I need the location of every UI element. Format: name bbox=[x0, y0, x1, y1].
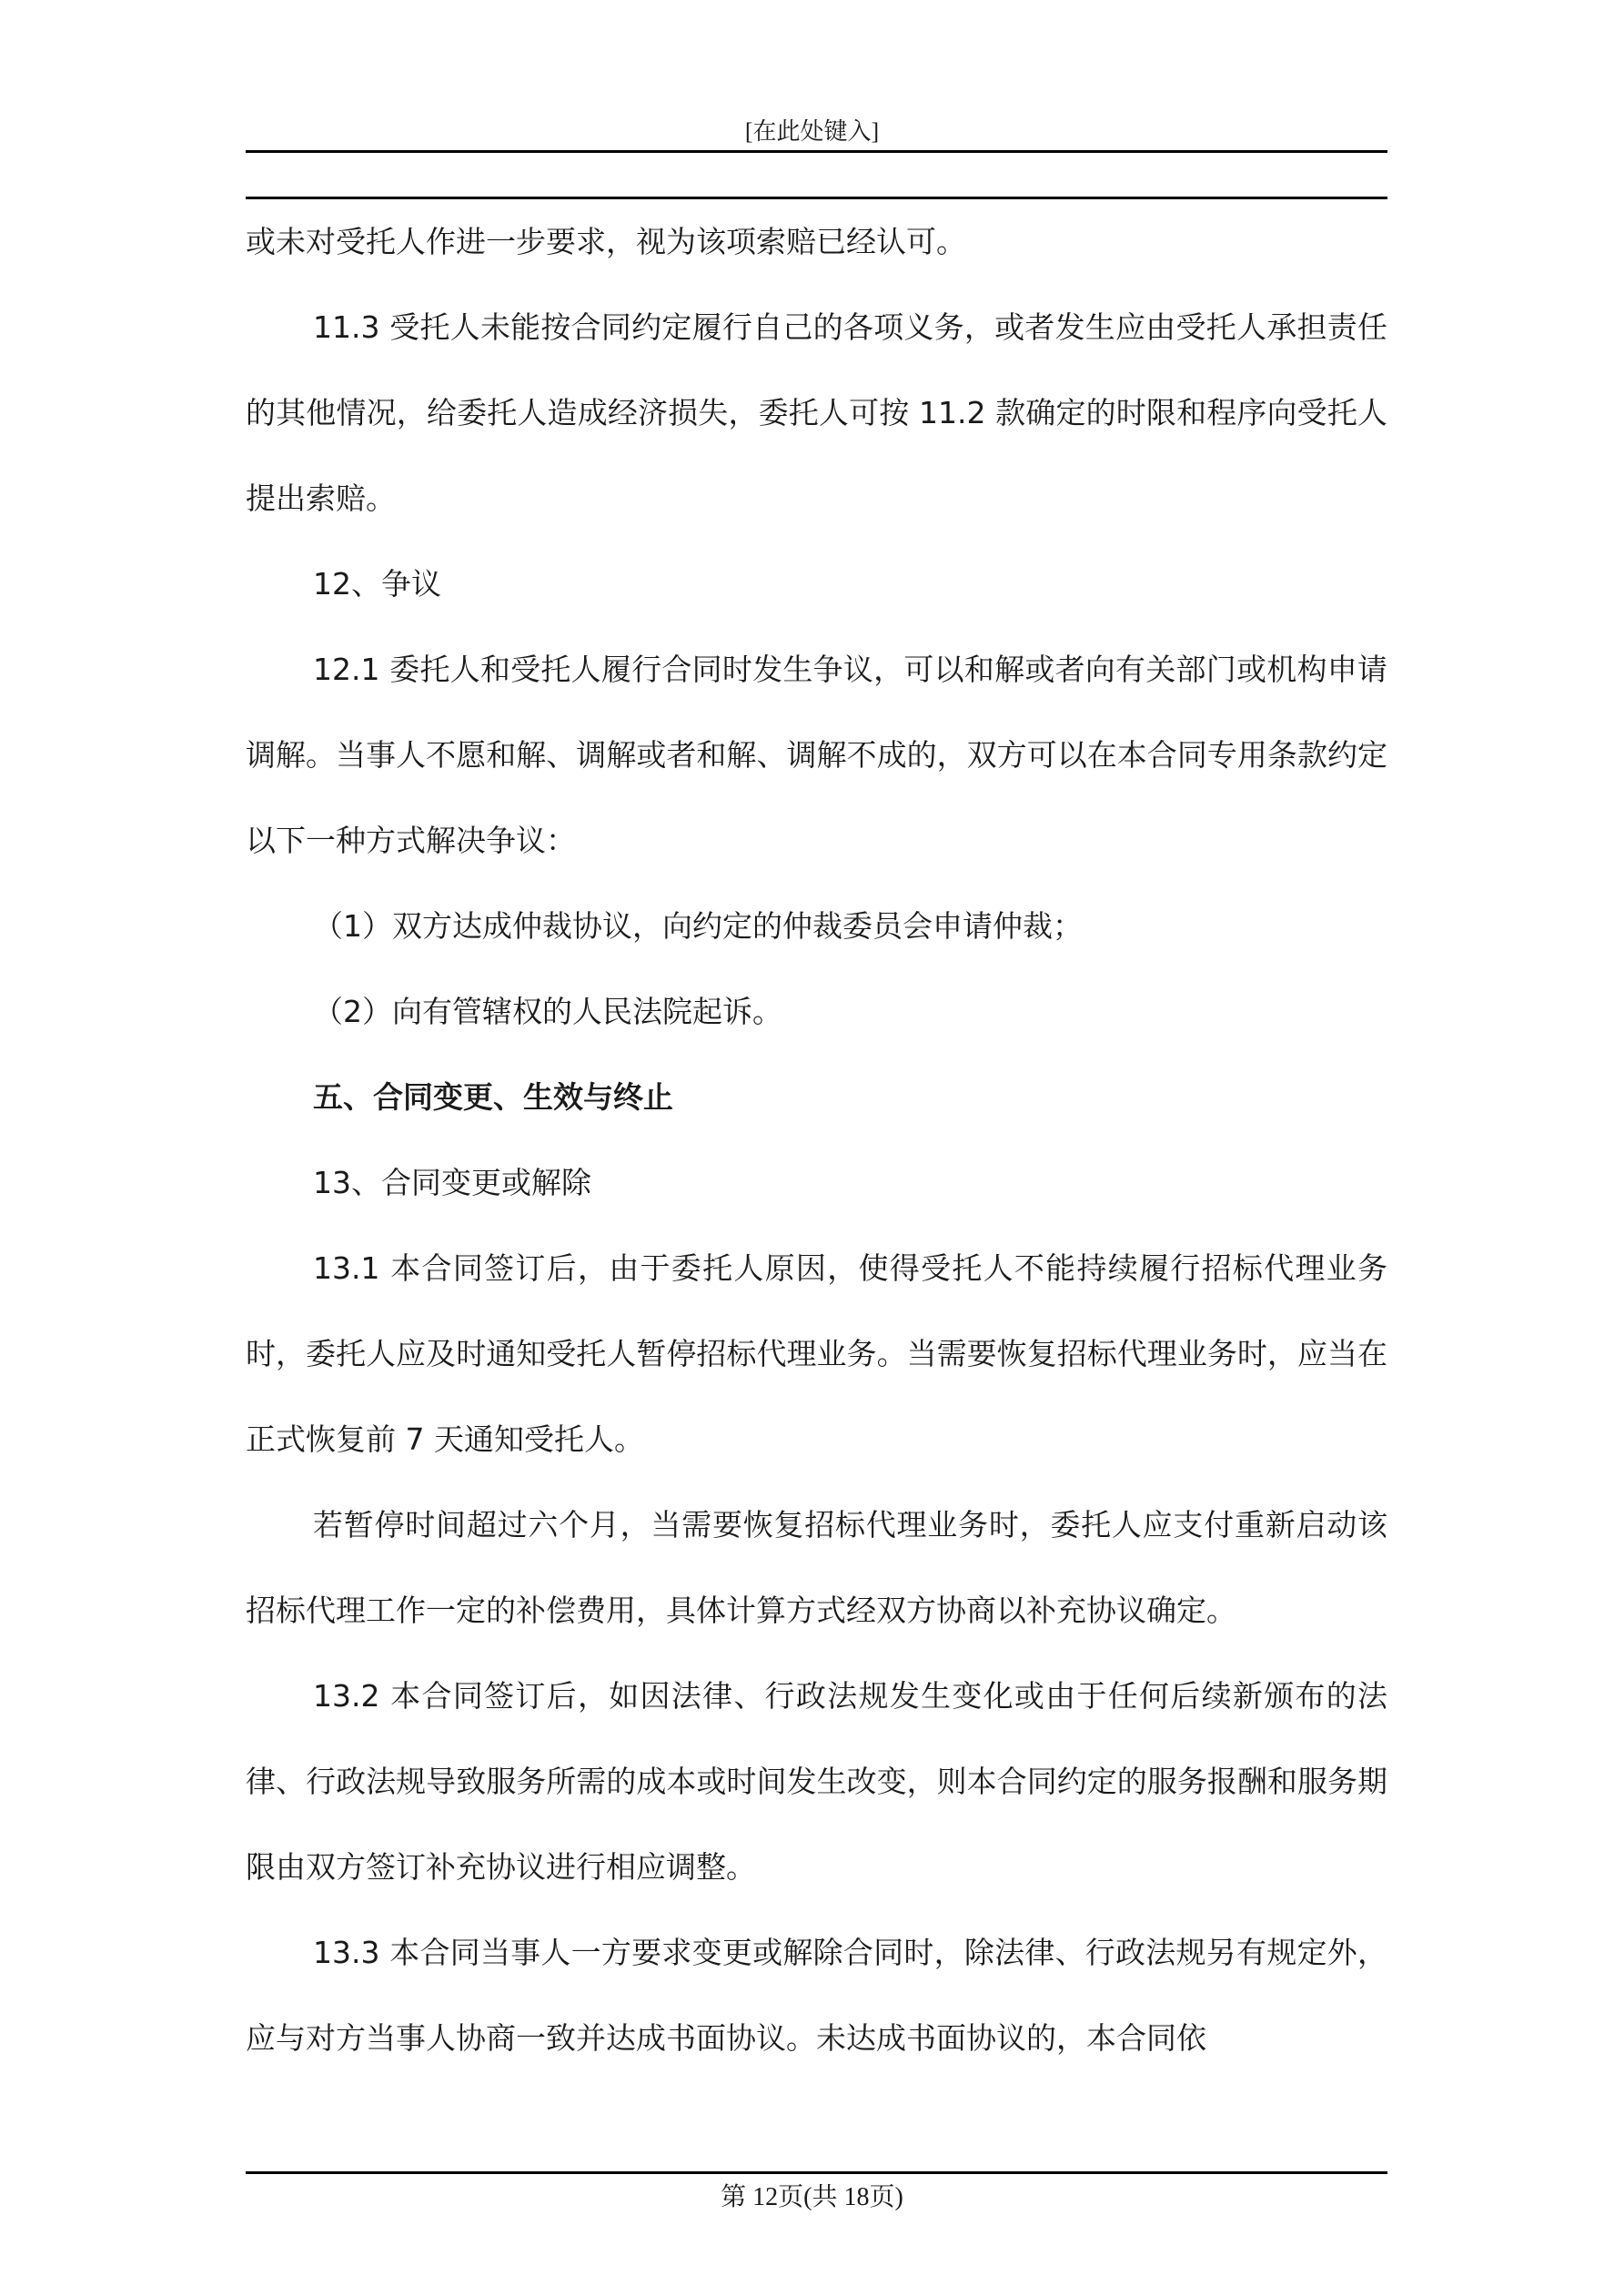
heading-13-change: 13、合同变更或解除 bbox=[313, 1165, 591, 1200]
heading-12-dispute: 12、争议 bbox=[313, 566, 441, 602]
paragraph-13-2: 13.2 本合同签订后，如因法律、行政法规发生变化或由于任何后续新颁布的法律、行政法规导致服务所需的成本或时间发生改变，则本合同约定的服务报酬和服务期限由双方签订补充协议进行相应调整。 bbox=[246, 1678, 1387, 1885]
page-footer: 第 12页(共 18页) bbox=[721, 2183, 903, 2211]
footer-rule bbox=[246, 2171, 1387, 2174]
section-heading-5: 五、合同变更、生效与终止 bbox=[313, 1079, 673, 1115]
paragraph-13-3: 13.3 本合同当事人一方要求变更或解除合同时，除法律、行政法规另有规定外，应与对方当事人协商一致并达成书面协议。未达成书面协议的，本合同依 bbox=[246, 1935, 1387, 2056]
list-item-arbitration: （1）双方达成仲裁协议，向约定的仲裁委员会申请仲裁； bbox=[313, 908, 1083, 944]
paragraph-11-3: 11.3 受托人未能按合同约定履行自己的各项义务，或者发生应由受托人承担责任的其他情况，给委托人造成经济损失，委托人可按 11.2 款确定的时限和程序向受托人提出索赔。 bbox=[246, 309, 1387, 516]
list-item-litigation: （2）向有管辖权的人民法院起诉。 bbox=[313, 994, 782, 1029]
paragraph-suspension: 若暂停时间超过六个月，当需要恢复招标代理业务时，委托人应支付重新启动该招标代理工作一定的补偿费用，具体计算方式经双方协商以补充协议确定。 bbox=[246, 1507, 1387, 1628]
header-rule bbox=[246, 150, 1387, 153]
paragraph-13-1: 13.1 本合同签订后，由于委托人原因，使得受托人不能持续履行招标代理业务时，委托人应及时通知受托人暂停招标代理业务。当需要恢复招标代理业务时，应当在正式恢复前 7 天通知受托人。 bbox=[246, 1250, 1387, 1457]
paragraph-12-1: 12.1 委托人和受托人履行合同时发生争议，可以和解或者向有关部门或机构申请调解。当事人不愿和解、调解或者和解、调解不成的，双方可以在本合同专用条款约定以下一种方式解决争议： bbox=[246, 652, 1387, 858]
page-header: [在此处键入] bbox=[744, 118, 880, 145]
document-body bbox=[246, 199, 1387, 2081]
paragraph-continuation: 或未对受托人作进一步要求，视为该项索赔已经认可。 bbox=[246, 224, 966, 259]
